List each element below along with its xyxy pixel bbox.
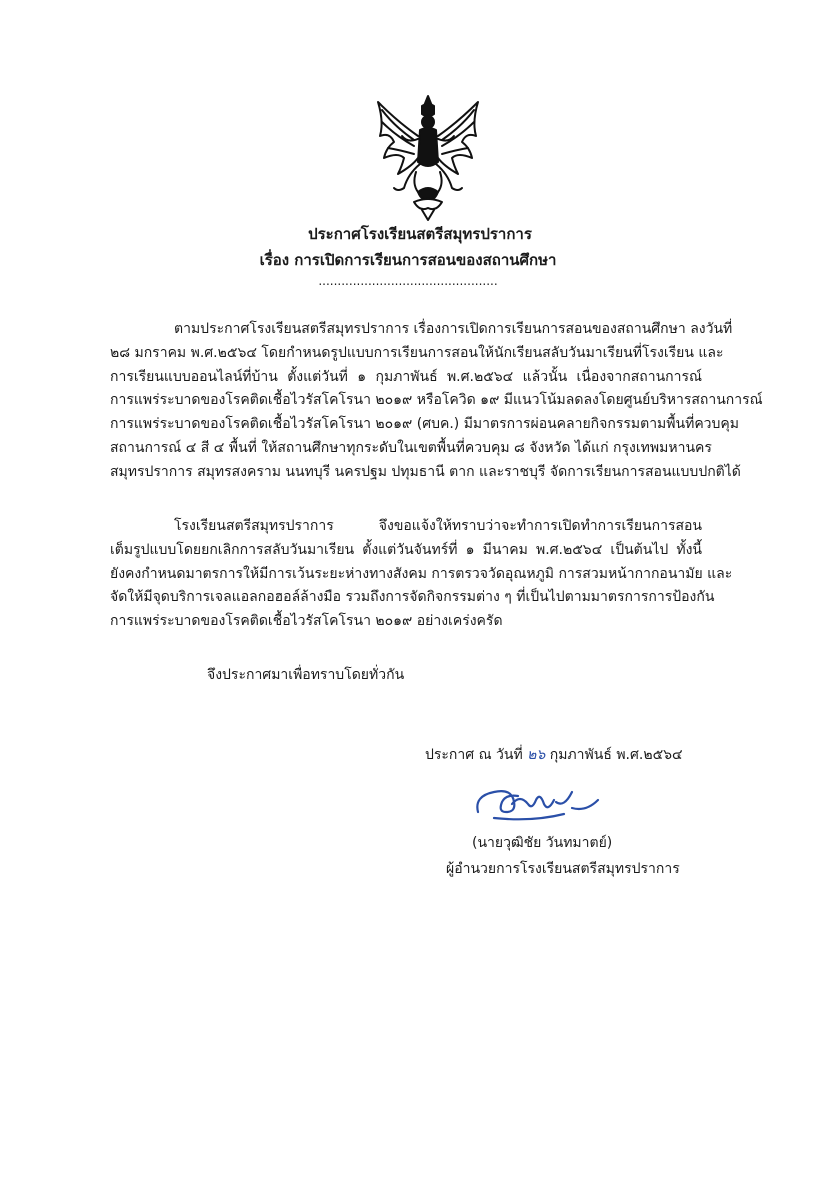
closing-statement: จึงประกาศมาเพื่อทราบโดยทั่วกัน — [207, 667, 405, 683]
paragraph-1 — [110, 318, 763, 485]
paragraph-1-line: การเรียนแบบออนไลน์ที่บ้าน ตั้งแต่วันที่ ๑ กุมภาพันธ์ พ.ศ.๒๕๖๔ แล้วนั้น เนื่องจากสถานการณ์ — [110, 368, 702, 385]
date-day-handwritten: ๒๖ — [527, 747, 546, 763]
paragraph-1-line: สมุทรปราการ สมุทรสงคราม นนทบุรี นครปฐม ปทุมธานี ตาก และราชบุรี จัดการเรียนการสอนแบบปกติได้ — [110, 463, 741, 480]
paragraph-2-line: เต็มรูปแบบโดยยกเลิกการสลับวันมาเรียน ตั้งแต่วันจันทร์ที่ ๑ มีนาคม พ.ศ.๒๕๖๔ เป็นต้นไป ทั้งนี้ — [110, 541, 702, 558]
paragraph-1-line: การแพร่ระบาดของโรคติดเชื้อไวรัสโคโรนา ๒๐๑๙ หรือโควิด ๑๙ มีแนวโน้มลดลงโดยศูนย์บริหารสถานการณ์ — [110, 392, 763, 409]
paragraph-2-line: โรงเรียนสตรีสมุทรปราการ จึงขอแจ้งให้ทราบว่าจะทำการเปิดทำการเรียนการสอน — [174, 518, 702, 534]
dotted-divider: ............................................... — [318, 274, 498, 288]
announcement-subject: เรื่อง การเปิดการเรียนการสอนของสถานศึกษา — [259, 251, 557, 269]
paragraph-2 — [110, 515, 733, 634]
paragraph-1-line: ๒๘ มกราคม พ.ศ.๒๕๖๔ โดยกำหนดรูปแบบการเรียนการสอนให้นักเรียนสลับวันมาเรียนที่โรงเรียน และ — [110, 344, 724, 361]
signer-position: ผู้อำนวยการโรงเรียนสตรีสมุทรปราการ — [446, 861, 680, 877]
announcement-title: ประกาศโรงเรียนสตรีสมุทรปราการ — [308, 225, 532, 243]
paragraph-2-line: การแพร่ระบาดของโรคติดเชื้อไวรัสโคโรนา ๒๐๑๙ อย่างเคร่งครัด — [110, 613, 503, 630]
date-prefix: ประกาศ ณ วันที่ — [425, 747, 528, 763]
garuda-emblem-icon — [368, 92, 488, 222]
handwritten-signature — [472, 778, 612, 828]
paragraph-2-line: จัดให้มีจุดบริการเจลแอลกอฮอล์ล้างมือ รวมถึงการจัดกิจกรรมต่าง ๆ ที่เป็นไปตามมาตรการการป้องกัน — [110, 589, 715, 606]
paragraph-1-line: ตามประกาศโรงเรียนสตรีสมุทรปราการ เรื่องการเปิดการเรียนการสอนของสถานศึกษา ลงวันที่ — [174, 321, 733, 337]
paragraph-2-line: ยังคงกำหนดมาตรการให้มีการเว้นระยะห่างทางสังคม การตรวจวัดอุณหภูมิ การสวมหน้ากากอนามัย และ — [110, 565, 733, 582]
paragraph-1-line: สถานการณ์ ๔ สี ๔ พื้นที่ ให้สถานศึกษาทุกระดับในเขตพื้นที่ควบคุม ๘ จังหวัด ได้แก่ กรุงเทพมหานคร — [110, 439, 712, 456]
announcement-date — [425, 744, 683, 766]
date-suffix: กุมภาพันธ์ พ.ศ.๒๕๖๔ — [545, 747, 683, 763]
paragraph-1-line: การแพร่ระบาดของโรคติดเชื้อไวรัสโคโรนา ๒๐๑๙ (ศบค.) มีมาตรการผ่อนคลายกิจกรรมตามพื้นที่ควบคุม — [110, 416, 740, 433]
signer-name: (นายวุฒิชัย วันทมาตย์) — [472, 835, 613, 851]
